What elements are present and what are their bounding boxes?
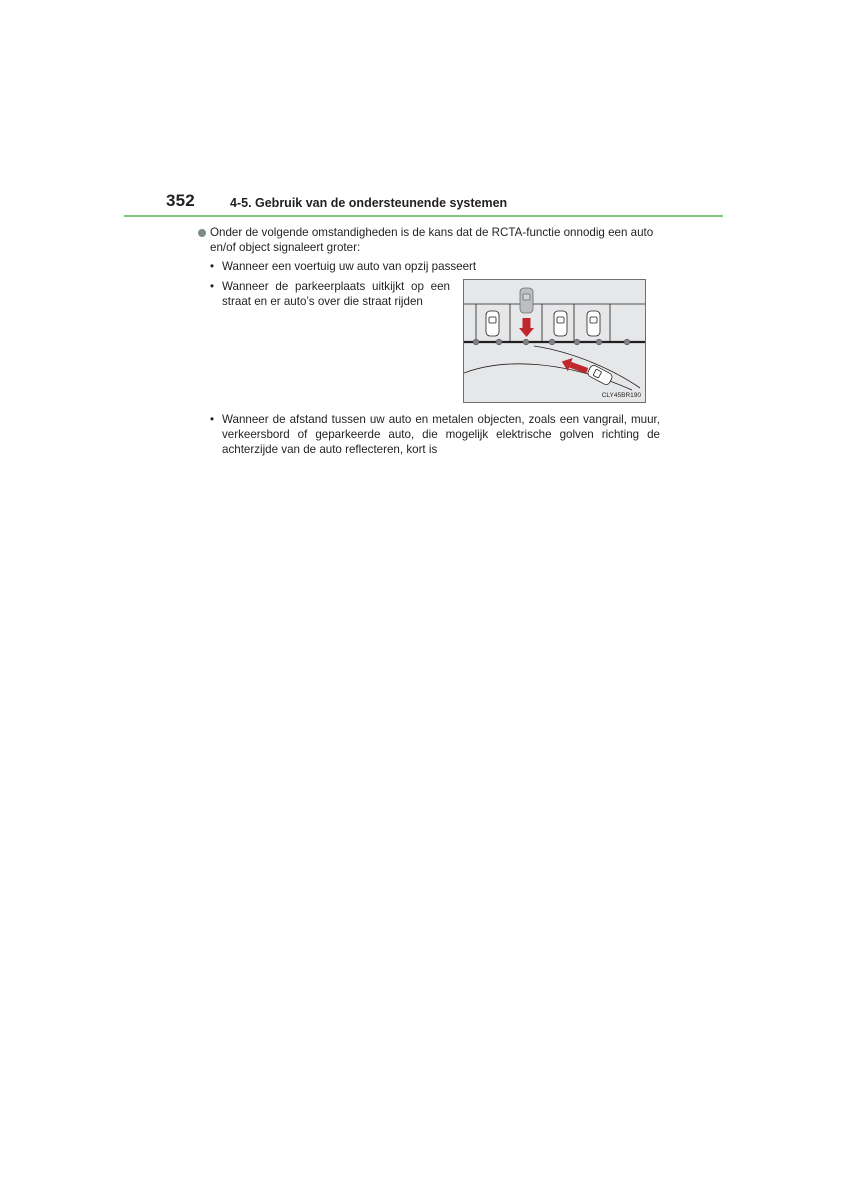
parked-cars <box>486 311 600 336</box>
bullet-icon: • <box>210 413 215 426</box>
list-item-text: Wanneer de afstand tussen uw auto en metalen objecten, zoals een vangrail, muur, verkeersbord of geparkeerde auto, die mogelijk elektrische golven richting de achterzijde van de auto reflecteren, kort is <box>222 413 660 456</box>
intro-paragraph: Onder de volgende omstandigheden is de kans dat de RCTA-functie onnodig een auto en/of object signaleert groter: <box>210 226 654 254</box>
bullet-icon: • <box>210 280 215 293</box>
reversing-car <box>520 288 533 313</box>
page-number: 352 <box>166 191 195 210</box>
bullet-icon: • <box>210 260 215 273</box>
passing-car <box>587 364 614 386</box>
reverse-direction-arrow <box>519 318 534 337</box>
list-item <box>210 279 450 309</box>
list-item-text: Wanneer een voertuig uw auto van opzij passeert <box>222 260 477 273</box>
list-item-text: Wanneer de parkeerplaats uitkijkt op een straat en er auto’s over die straat rijden <box>222 280 450 308</box>
figure-code: CLY45BR190 <box>601 392 641 399</box>
traffic-direction-arrow <box>559 355 589 377</box>
section-title: 4-5. Gebruik van de ondersteunende systemen <box>230 196 508 210</box>
parking-lot-svg <box>464 280 645 402</box>
parking-lot-illustration <box>463 279 646 403</box>
list-item <box>210 412 660 457</box>
road-edges <box>464 346 640 390</box>
header-rule <box>124 215 723 217</box>
list-item <box>210 259 662 274</box>
bullet-dot-icon <box>198 229 206 237</box>
